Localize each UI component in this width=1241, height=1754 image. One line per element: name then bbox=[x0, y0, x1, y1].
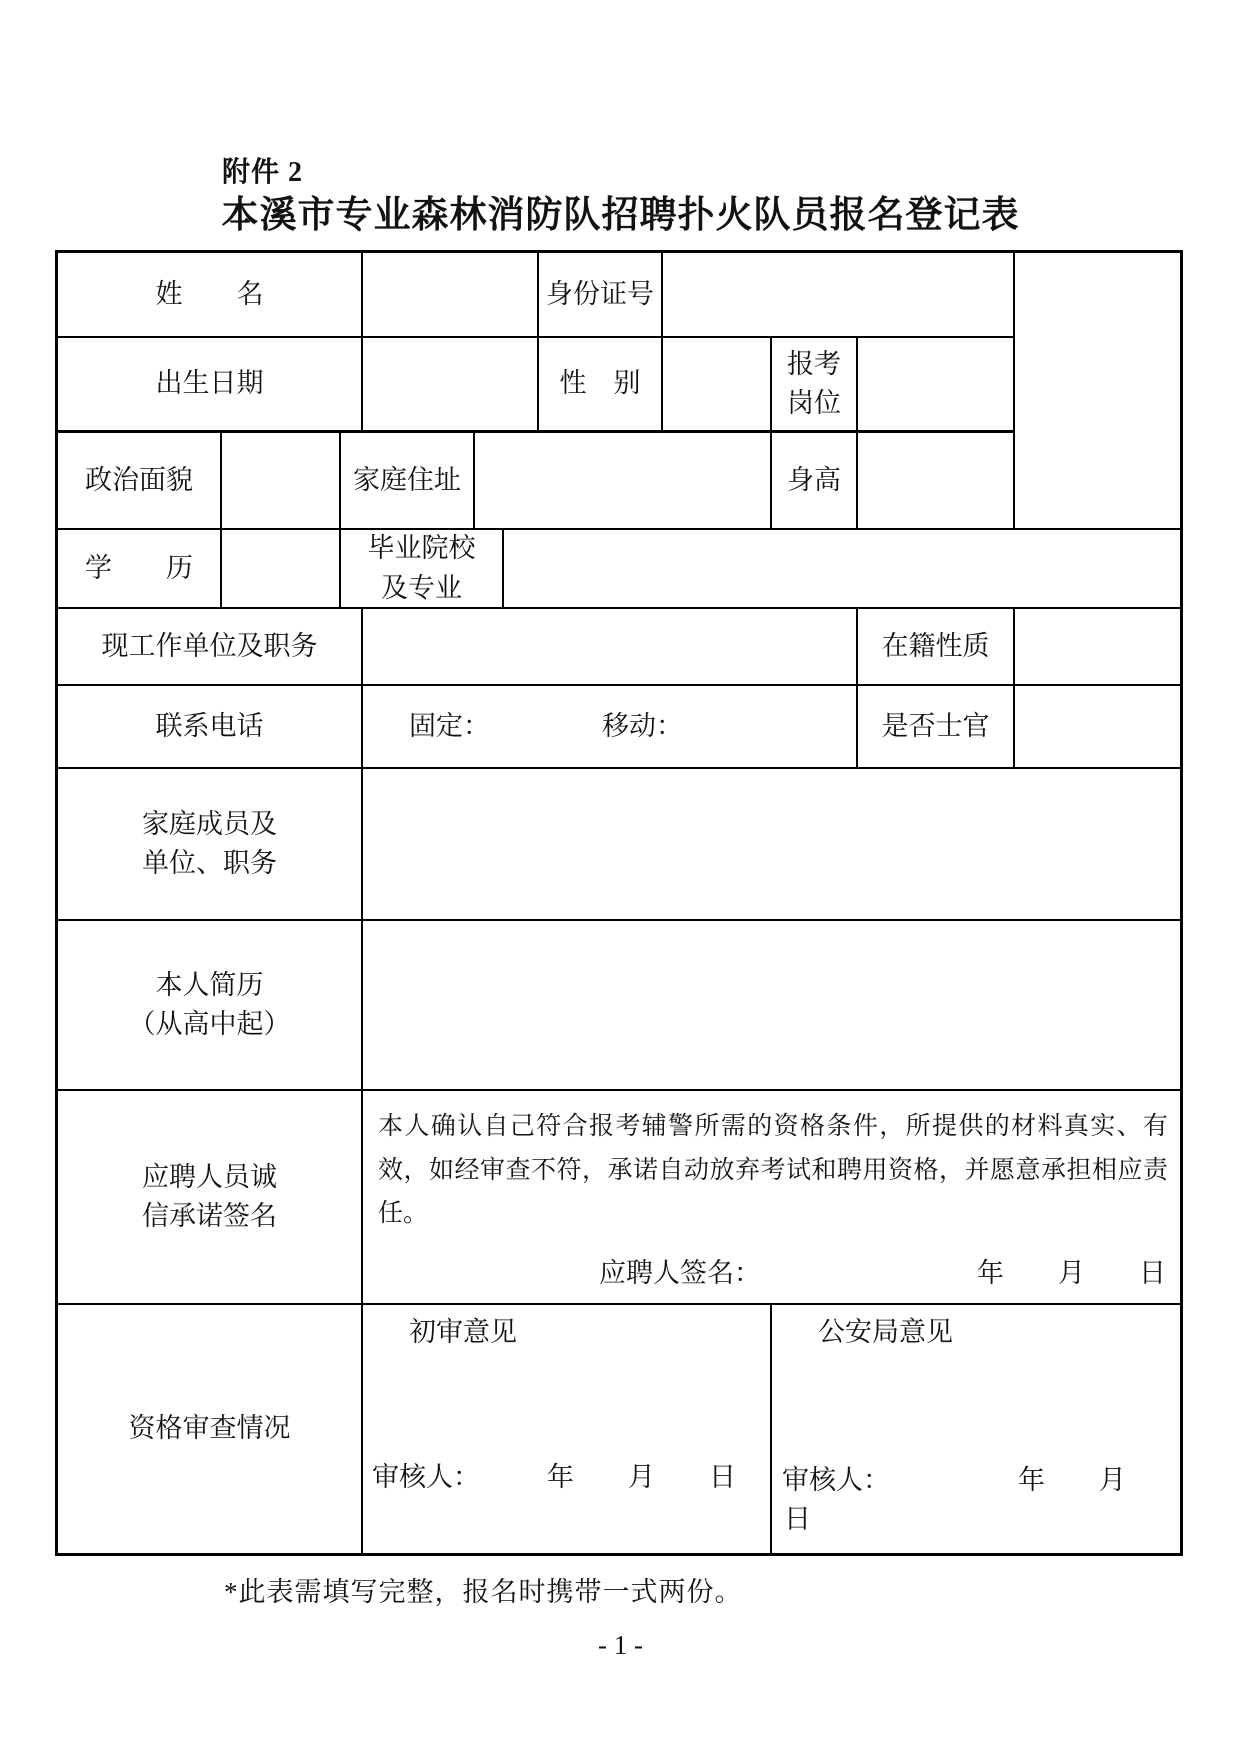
graduate-school-label: 毕业院校 及专业 bbox=[341, 530, 504, 609]
family-members-label: 家庭成员及 单位、职务 bbox=[58, 769, 363, 921]
qualification-review-label: 资格审查情况 bbox=[58, 1305, 363, 1553]
attachment-label: 附件 2 bbox=[222, 157, 304, 188]
bureau-review-date: 年 月 bbox=[1018, 1464, 1126, 1495]
promise-text: 本人确认自己符合报考辅警所需的资格条件，所提供的材料真实、有效，如经审查不符，承诺自动放弃考试和聘用资格，并愿意承担相应责任。 bbox=[378, 1113, 1168, 1227]
height-field[interactable] bbox=[858, 433, 1015, 530]
registry-type-label: 在籍性质 bbox=[858, 609, 1015, 686]
birth-date-label: 出生日期 bbox=[58, 338, 363, 433]
reviewer-label: 审核人： bbox=[782, 1464, 890, 1495]
first-reviewer-line bbox=[363, 1458, 770, 1553]
gender-label: 性 别 bbox=[539, 338, 663, 433]
home-address-label: 家庭住址 bbox=[341, 433, 475, 530]
education-label: 学 历 bbox=[58, 530, 222, 609]
id-number-label: 身份证号 bbox=[539, 253, 663, 338]
political-status-label: 政治面貌 bbox=[58, 433, 222, 530]
current-work-label: 现工作单位及职务 bbox=[58, 609, 363, 686]
resume-field[interactable] bbox=[363, 921, 1180, 1091]
height-label: 身高 bbox=[772, 433, 858, 530]
contact-phone-label: 联系电话 bbox=[58, 686, 363, 769]
registration-table bbox=[55, 250, 1183, 1556]
bureau-review-cell[interactable] bbox=[772, 1305, 1180, 1553]
promise-label: 应聘人员诚 信承诺签名 bbox=[58, 1091, 363, 1305]
nco-field[interactable] bbox=[1015, 686, 1180, 769]
photo-box[interactable] bbox=[1015, 253, 1180, 530]
page-number: - 1 - bbox=[598, 1630, 643, 1660]
sign-date-label: 年 月 日 bbox=[977, 1257, 1166, 1288]
registry-type-field[interactable] bbox=[1015, 609, 1180, 686]
first-review-cell[interactable] bbox=[363, 1305, 772, 1553]
applicant-sign-line bbox=[363, 1254, 1180, 1303]
name-field[interactable] bbox=[363, 253, 539, 338]
current-work-field[interactable] bbox=[363, 609, 858, 686]
first-review-date: 年 月 日 bbox=[547, 1461, 736, 1492]
home-address-field[interactable] bbox=[475, 433, 772, 530]
graduate-school-field[interactable] bbox=[504, 530, 1180, 609]
family-members-field[interactable] bbox=[363, 769, 1180, 921]
gender-field[interactable] bbox=[663, 338, 772, 433]
apply-position-field[interactable] bbox=[858, 338, 1015, 433]
reviewer-label: 审核人： bbox=[372, 1461, 480, 1492]
resume-label: 本人简历 （从高中起） bbox=[58, 921, 363, 1091]
apply-position-label: 报考 岗位 bbox=[772, 338, 858, 433]
promise-content bbox=[363, 1091, 1180, 1305]
first-review-label: 初审意见 bbox=[409, 1317, 517, 1347]
form-title: 本溪市专业森林消防队招聘扑火队员报名登记表 bbox=[221, 195, 1020, 236]
mobile-phone-label: 移动： bbox=[602, 710, 683, 741]
birth-date-field[interactable] bbox=[363, 338, 539, 433]
id-number-field[interactable] bbox=[663, 253, 1015, 338]
nco-label: 是否士官 bbox=[858, 686, 1015, 769]
bureau-reviewer-line bbox=[772, 1461, 1180, 1500]
bureau-review-date-day: 日 bbox=[784, 1503, 811, 1534]
bureau-review-label: 公安局意见 bbox=[818, 1317, 953, 1347]
fixed-phone-label: 固定： bbox=[409, 710, 490, 741]
political-status-field[interactable] bbox=[222, 433, 341, 530]
contact-phone-field[interactable] bbox=[363, 686, 858, 769]
applicant-sign-label[interactable]: 应聘人签名： bbox=[599, 1257, 761, 1288]
footnote: *此表需填写完整，报名时携带一式两份。 bbox=[224, 1577, 743, 1607]
education-field[interactable] bbox=[222, 530, 341, 609]
name-label: 姓 名 bbox=[58, 253, 363, 338]
